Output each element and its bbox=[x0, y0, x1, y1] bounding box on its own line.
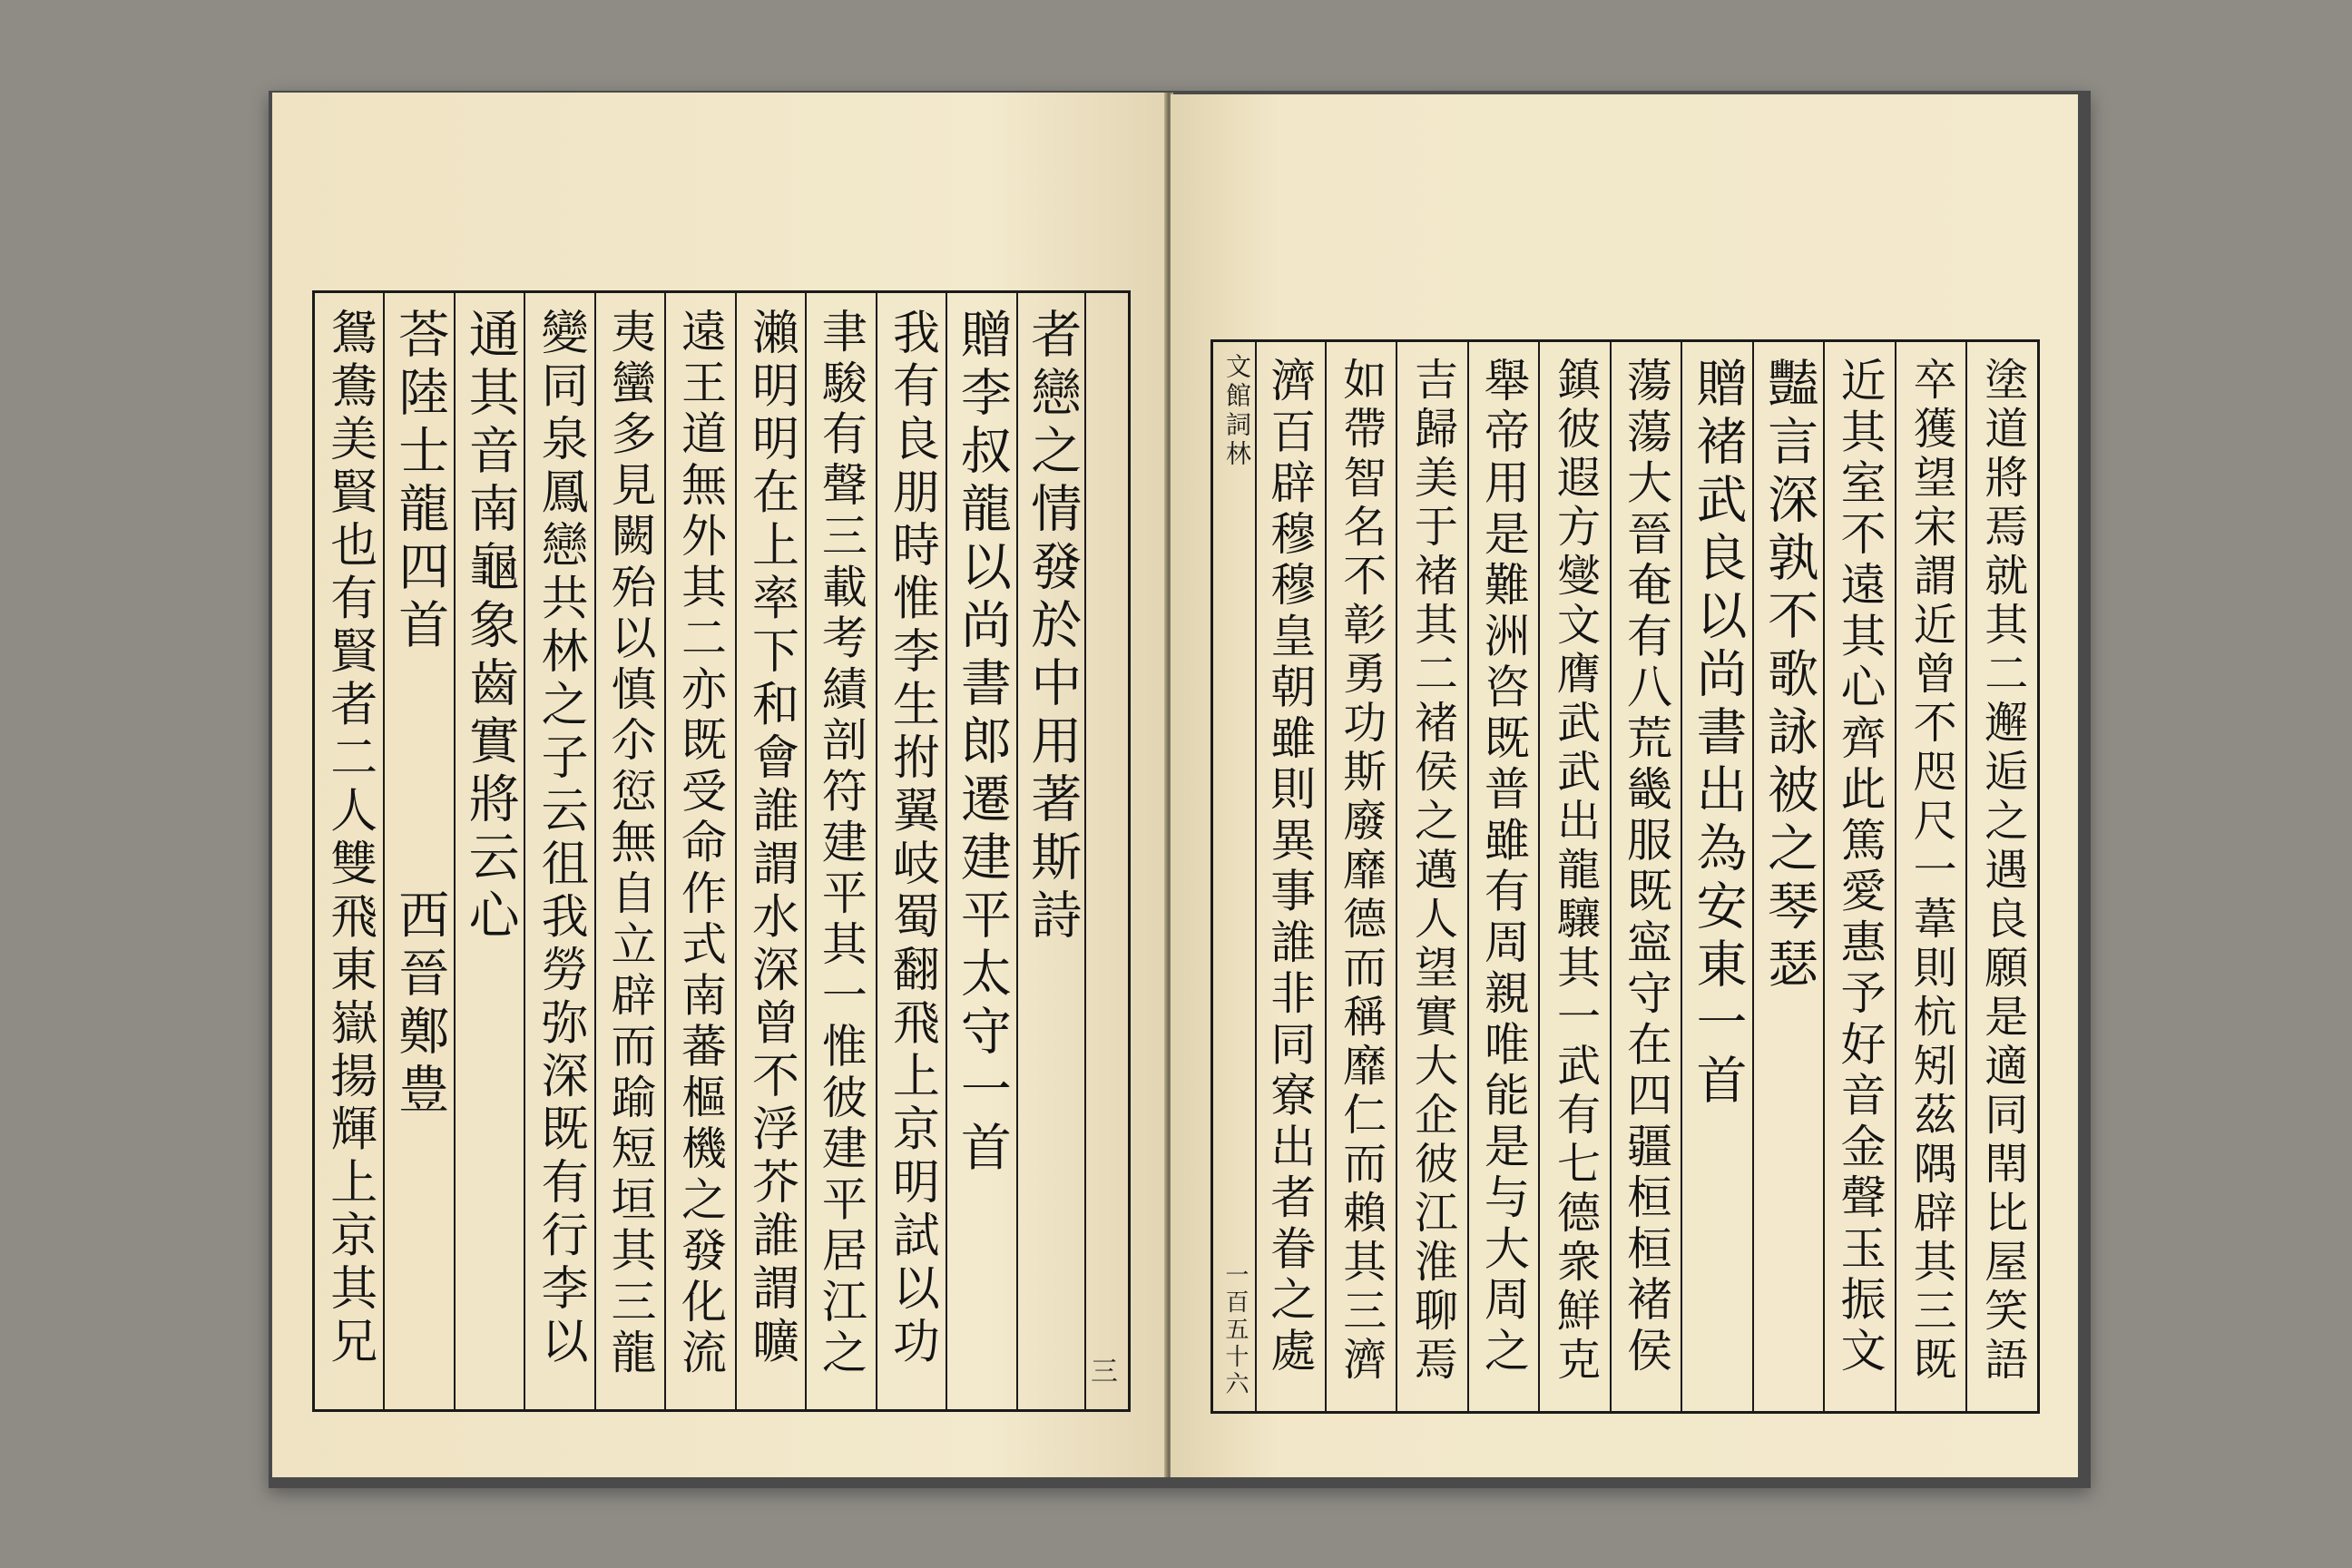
book-title-label: 文館詞林 bbox=[1222, 353, 1252, 469]
text-column: 聿駿有聲三載考績剖符建平其一惟彼建平居江之 bbox=[805, 293, 875, 1409]
text-column: 舉帝用是難洲咨既普雖有周親唯能是与大周之 bbox=[1467, 342, 1539, 1411]
text-column: 變同泉鳳戀共林之子云徂我勞弥深既有行李以 bbox=[524, 293, 593, 1409]
right-margin-column bbox=[1213, 342, 1257, 1411]
text-column: 贈李叔龍以尚書郎遷建平太守一首 bbox=[946, 293, 1015, 1409]
right-folio: 一百五十六 bbox=[1221, 1262, 1249, 1398]
text-column: 夷蠻多見闕殆以慎尒愆無自立辟而踰短垣其三龍 bbox=[594, 293, 664, 1409]
text-column: 卒獲望宋謂近曾不咫尺一葦則杭矧茲隅辟其三既 bbox=[1895, 342, 1966, 1411]
text-column: 如帶智名不彰勇功斯廢靡德而稱靡仁而賴其三濟 bbox=[1325, 342, 1396, 1411]
text-column: 蕩蕩大晉奄有八荒畿服既寍守在四疆桓桓褚侯 bbox=[1610, 342, 1681, 1411]
text-column: 荅陸士龍四首 西晉鄭豊 bbox=[383, 293, 453, 1409]
text-column: 豔言深孰不歌詠被之琴瑟 bbox=[1752, 342, 1824, 1411]
left-folio: 三 bbox=[1085, 1357, 1117, 1387]
text-column: 鴛鴦美賢也有賢者二人雙飛東嶽揚輝上京其兄 bbox=[321, 308, 377, 1369]
right-text-frame bbox=[1210, 339, 2040, 1414]
text-column: 吉歸美于褚其二褚侯之邁人望實大企彼江淮聊焉 bbox=[1396, 342, 1467, 1411]
right-page bbox=[1171, 94, 2078, 1477]
text-column: 贈褚武良以尚書出為安東一首 bbox=[1681, 342, 1752, 1411]
text-column: 者戀之情發於中用著斯詩 bbox=[1016, 293, 1086, 1409]
text-column: 我有良朋時惟李生拊翼岐蜀翻飛上京明試以功 bbox=[876, 293, 946, 1409]
left-text-frame bbox=[312, 290, 1131, 1412]
text-column: 近其室不遠其心齊此篤愛惠予好音金聲玉振文 bbox=[1823, 342, 1895, 1411]
text-column: 塗道將焉就其二邂逅之遇良願是適同閈比屋笑語 bbox=[1965, 342, 2037, 1411]
left-columns bbox=[315, 293, 1086, 1409]
text-column: 遠王道無外其二亦既受命作式南蕃樞機之發化流 bbox=[664, 293, 734, 1409]
left-page bbox=[272, 93, 1167, 1477]
left-margin-column bbox=[1084, 293, 1128, 1409]
text-column: 鎮彼遐方燮文膺武武出龍驤其一武有七德衆鮮克 bbox=[1538, 342, 1610, 1411]
text-column: 瀨明明在上率下和會誰謂水深曾不浮芥誰謂曠 bbox=[735, 293, 805, 1409]
right-columns bbox=[1255, 342, 2037, 1411]
text-column: 通其音南龜象齒實將云心 bbox=[454, 293, 524, 1409]
text-column: 濟百辟穆穆皇朝雖則異事誰非同寮出者眷之處 bbox=[1263, 357, 1317, 1377]
